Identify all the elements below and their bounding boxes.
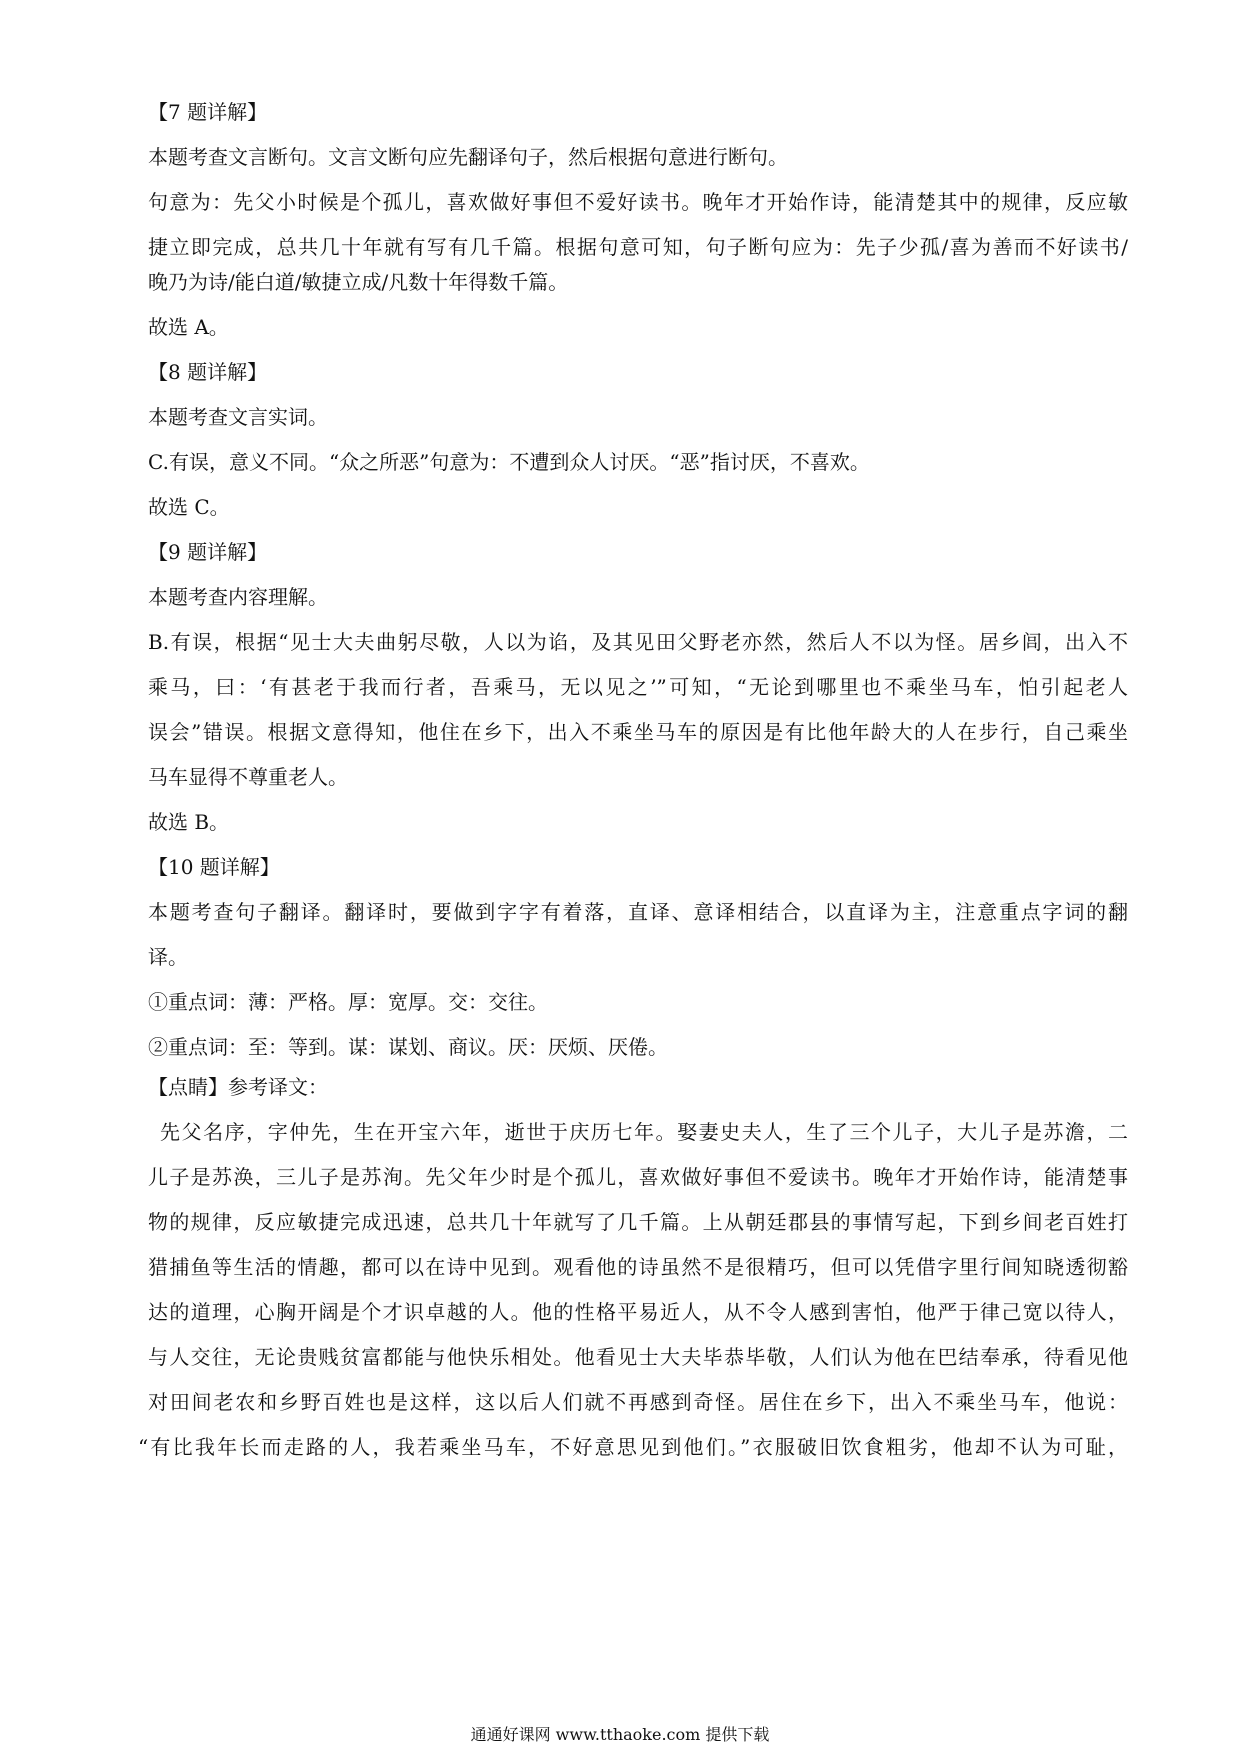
- text-line: 误会”错误。根据文意得知，他住在乡下，出入不乘坐马车的原因是有比他年龄大的人在步行，自己乘坐: [148, 720, 1128, 744]
- text-line: 对田间老农和乡野百姓也是这样，这以后人们就不再感到奇怪。居住在乡下，出入不乘坐马车，他说：: [148, 1390, 1128, 1414]
- text-line: 先父名序，字仲先，生在开宝六年，逝世于庆历七年。娶妻史夫人，生了三个儿子，大儿子是苏澹，二: [160, 1120, 1128, 1144]
- text-line: 本题考查文言实词。: [148, 405, 328, 429]
- text-line: 与人交往，无论贵贱贫富都能与他快乐相处。他看见士大夫毕恭毕敬，人们认为他在巴结奉承，待看见他: [148, 1345, 1128, 1369]
- text-line: 捷立即完成，总共几十年就有写有几千篇。根据句意可知，句子断句应为：先子少孤/喜为善而不好读书/: [148, 235, 1128, 259]
- text-line: 儿子是苏涣，三儿子是苏洵。先父年少时是个孤儿，喜欢做好事但不爱读书。晚年才开始作诗，能清楚事: [148, 1165, 1128, 1189]
- text-line: 晚乃为诗/能白道/敏捷立成/凡数十年得数千篇。: [148, 270, 569, 294]
- section-heading: 【8 题详解】: [148, 360, 268, 384]
- text-line: 故选 B。: [148, 810, 230, 834]
- text-line: B.有误，根据“见士大夫曲躬尽敬，人以为谄，及其见田父野老亦然，然后人不以为怪。居乡闾，出入不: [148, 630, 1128, 654]
- text-line: 本题考查内容理解。: [148, 585, 328, 609]
- page-footer: 通通好课网 www.tthaoke.com 提供下载: [470, 1725, 770, 1744]
- text-line: ②重点词：至：等到。谋：谋划、商议。厌：厌烦、厌倦。: [148, 1035, 668, 1059]
- text-line: 本题考查文言断句。文言文断句应先翻译句子，然后根据句意进行断句。: [148, 145, 788, 169]
- section-heading: 【9 题详解】: [148, 540, 268, 564]
- section-heading: 【点睛】参考译文：: [148, 1075, 328, 1099]
- text-line: 译。: [148, 945, 188, 969]
- text-line: 本题考查句子翻译。翻译时，要做到字字有着落，直译、意译相结合，以直译为主，注意重点字词的翻: [148, 900, 1128, 924]
- text-line: 猎捕鱼等生活的情趣，都可以在诗中见到。观看他的诗虽然不是很精巧，但可以凭借字里行间知晓透彻豁: [148, 1255, 1128, 1279]
- text-line: 马车显得不尊重老人。: [148, 765, 348, 789]
- section-heading: 【7 题详解】: [148, 100, 268, 124]
- text-line: “有比我年长而走路的人，我若乘坐马车，不好意思见到他们。”衣服破旧饮食粗劣，他却不认为可耻，: [138, 1435, 1128, 1459]
- section-heading: 【10 题详解】: [148, 855, 280, 879]
- text-line: C.有误，意义不同。“众之所恶”句意为：不遭到众人讨厌。“恶”指讨厌，不喜欢。: [148, 450, 870, 474]
- text-line: 物的规律，反应敏捷完成迅速，总共几十年就写了几千篇。上从朝廷郡县的事情写起，下到乡间老百姓打: [148, 1210, 1128, 1234]
- text-line: 达的道理，心胸开阔是个才识卓越的人。他的性格平易近人，从不令人感到害怕，他严于律己宽以待人，: [148, 1300, 1128, 1324]
- text-line: 乘马，曰：‘有甚老于我而行者，吾乘马，无以见之’”可知，“无论到哪里也不乘坐马车，怕引起老人: [148, 675, 1128, 699]
- text-line: 故选 C。: [148, 495, 230, 519]
- text-line: 故选 A。: [148, 315, 229, 339]
- text-line: 句意为：先父小时候是个孤儿，喜欢做好事但不爱好读书。晚年才开始作诗，能清楚其中的规律，反应敏: [148, 190, 1128, 214]
- text-line: ①重点词：薄：严格。厚：宽厚。交：交往。: [148, 990, 548, 1014]
